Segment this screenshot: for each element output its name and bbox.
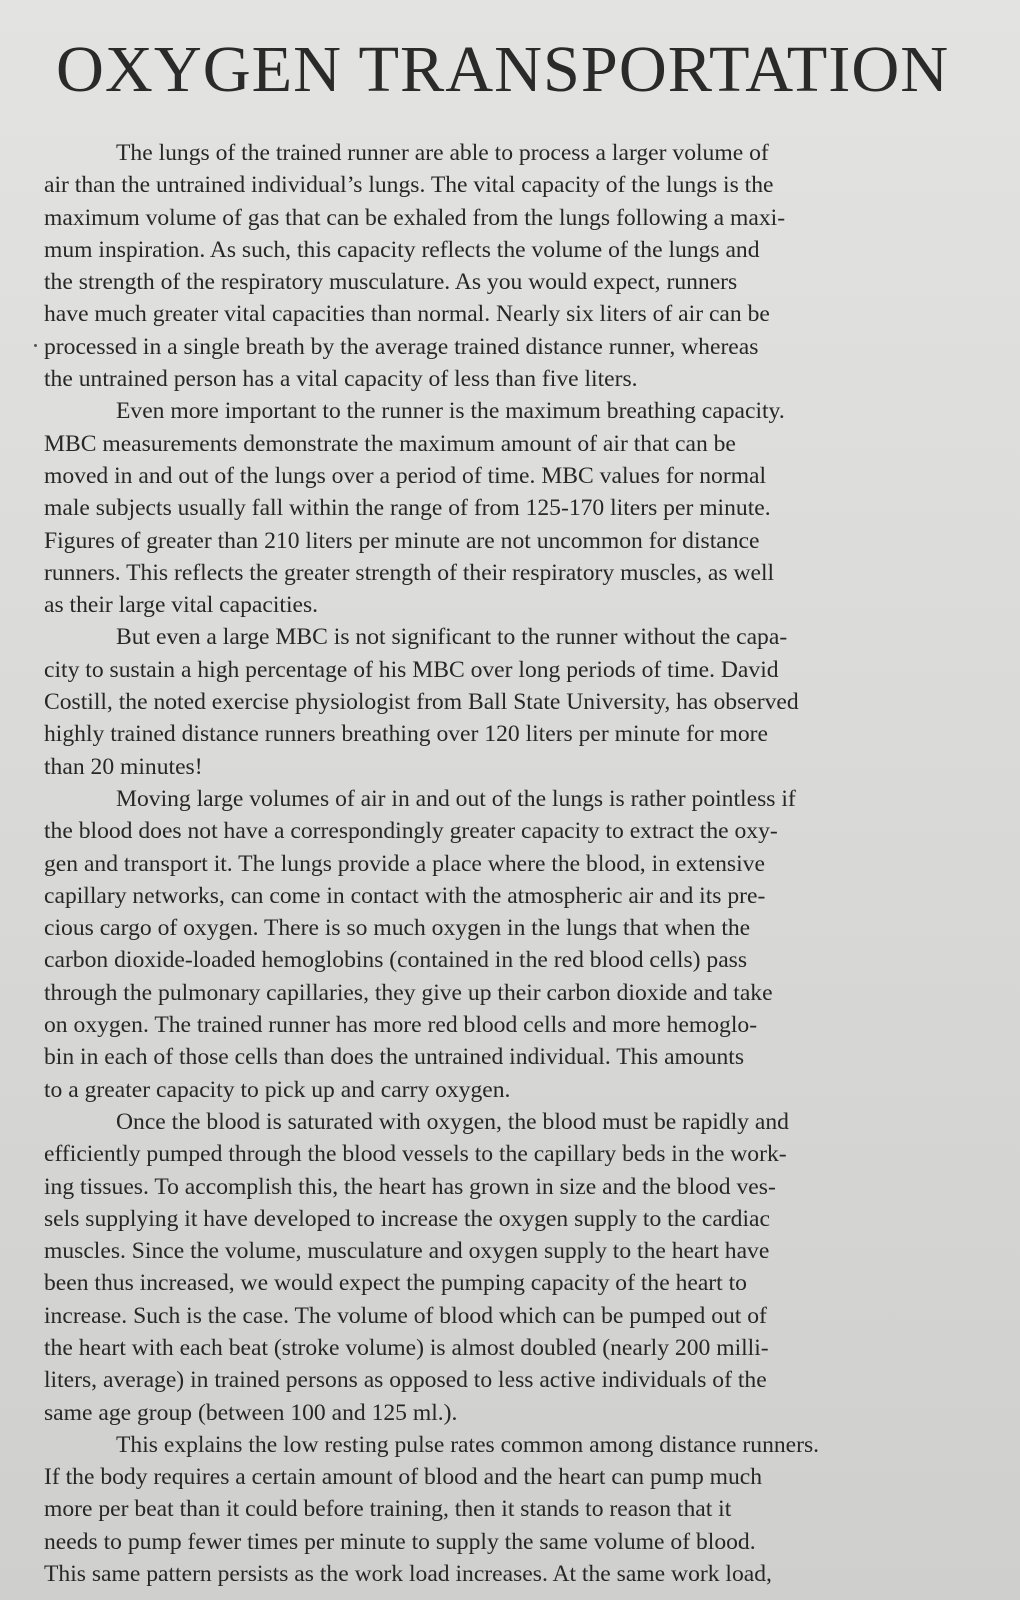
text-line: runners. This reflects the greater strength of their respiratory muscles, as well — [44, 559, 775, 586]
text-line: carbon dioxide-loaded hemoglobins (contained in the red blood cells) pass — [44, 947, 748, 974]
text-line: Once the blood is saturated with oxygen, the blood must be rapidly and — [116, 1108, 789, 1135]
text-line: been thus increased, we would expect the pumping capacity of the heart to — [44, 1270, 747, 1297]
text-line: male subjects usually fall within the range of from 125-170 liters per minute. — [44, 495, 771, 522]
text-line: liters, average) in trained persons as opposed to less active individuals of the — [44, 1367, 767, 1394]
text-line: same age group (between 100 and 125 ml.). — [44, 1399, 458, 1426]
text-line: muscles. Since the volume, musculature and oxygen supply to the heart have — [44, 1238, 770, 1265]
text-line: MBC measurements demonstrate the maximum amount of air that can be — [44, 430, 736, 457]
page-title: OXYGEN TRANSPORTATION — [56, 33, 950, 106]
text-line: moved in and out of the lungs over a period of time. MBC values for normal — [44, 462, 767, 489]
text-line: sels supplying it have developed to increase the oxygen supply to the cardiac — [44, 1205, 770, 1232]
text-line: bin in each of those cells than does the untrained individual. This amounts — [44, 1044, 745, 1071]
text-line: gen and transport it. The lungs provide a place where the blood, in extensive — [44, 850, 765, 877]
text-line: Moving large volumes of air in and out of the lungs is rather pointless if — [116, 785, 796, 812]
article-body — [44, 137, 994, 1590]
text-line: mum inspiration. As such, this capacity reflects the volume of the lungs and — [44, 236, 760, 263]
text-line: the blood does not have a correspondingly greater capacity to extract the oxy- — [44, 818, 778, 845]
text-line: air than the untrained individual’s lungs. The vital capacity of the lungs is the — [44, 172, 774, 199]
text-line: efficiently pumped through the blood vessels to the capillary beds in the work- — [44, 1141, 787, 1168]
paper-speck — [34, 344, 37, 347]
text-line: the untrained person has a vital capacity of less than five liters. — [44, 366, 638, 393]
text-line: This explains the low resting pulse rates common among distance runners. — [116, 1431, 820, 1458]
text-line: Even more important to the runner is the maximum breathing capacity. — [116, 398, 785, 425]
text-line: This same pattern persists as the work load increases. At the same work load, — [44, 1561, 772, 1588]
text-line: But even a large MBC is not significant to the runner without the capa- — [116, 624, 788, 651]
text-line: more per beat than it could before training, then it stands to reason that it — [44, 1496, 732, 1523]
text-line: the heart with each beat (stroke volume) is almost doubled (nearly 200 milli- — [44, 1334, 769, 1361]
text-line: through the pulmonary capillaries, they give up their carbon dioxide and take — [44, 979, 773, 1006]
text-line: maximum volume of gas that can be exhaled from the lungs following a maxi- — [44, 204, 786, 231]
text-line: If the body requires a certain amount of blood and the heart can pump much — [44, 1464, 763, 1491]
text-line: The lungs of the trained runner are able to process a larger volume of — [116, 140, 769, 166]
text-line: highly trained distance runners breathing over 120 liters per minute for more — [44, 721, 768, 748]
text-line: capillary networks, can come in contact with the atmospheric air and its pre- — [44, 882, 766, 909]
text-line: as their large vital capacities. — [44, 592, 319, 619]
text-line: increase. Such is the case. The volume of blood which can be pumped out of — [44, 1302, 767, 1329]
text-line: city to sustain a high percentage of his MBC over long periods of time. David — [44, 656, 779, 683]
text-line: Costill, the noted exercise physiologist from Ball State University, has observed — [44, 689, 799, 716]
text-line: needs to pump fewer times per minute to supply the same volume of blood. — [44, 1528, 756, 1555]
text-line: cious cargo of oxygen. There is so much oxygen in the lungs that when the — [44, 915, 751, 942]
text-line: to a greater capacity to pick up and carry oxygen. — [44, 1076, 511, 1103]
text-line: Figures of greater than 210 liters per minute are not uncommon for distance — [44, 527, 760, 554]
text-line: than 20 minutes! — [44, 753, 203, 780]
text-line: processed in a single breath by the average trained distance runner, whereas — [44, 333, 759, 360]
text-line: on oxygen. The trained runner has more red blood cells and more hemoglo- — [44, 1012, 758, 1039]
text-line: ing tissues. To accomplish this, the heart has grown in size and the blood ves- — [44, 1173, 776, 1200]
text-line: the strength of the respiratory musculature. As you would expect, runners — [44, 269, 738, 296]
text-line: have much greater vital capacities than normal. Nearly six liters of air can be — [44, 301, 770, 328]
